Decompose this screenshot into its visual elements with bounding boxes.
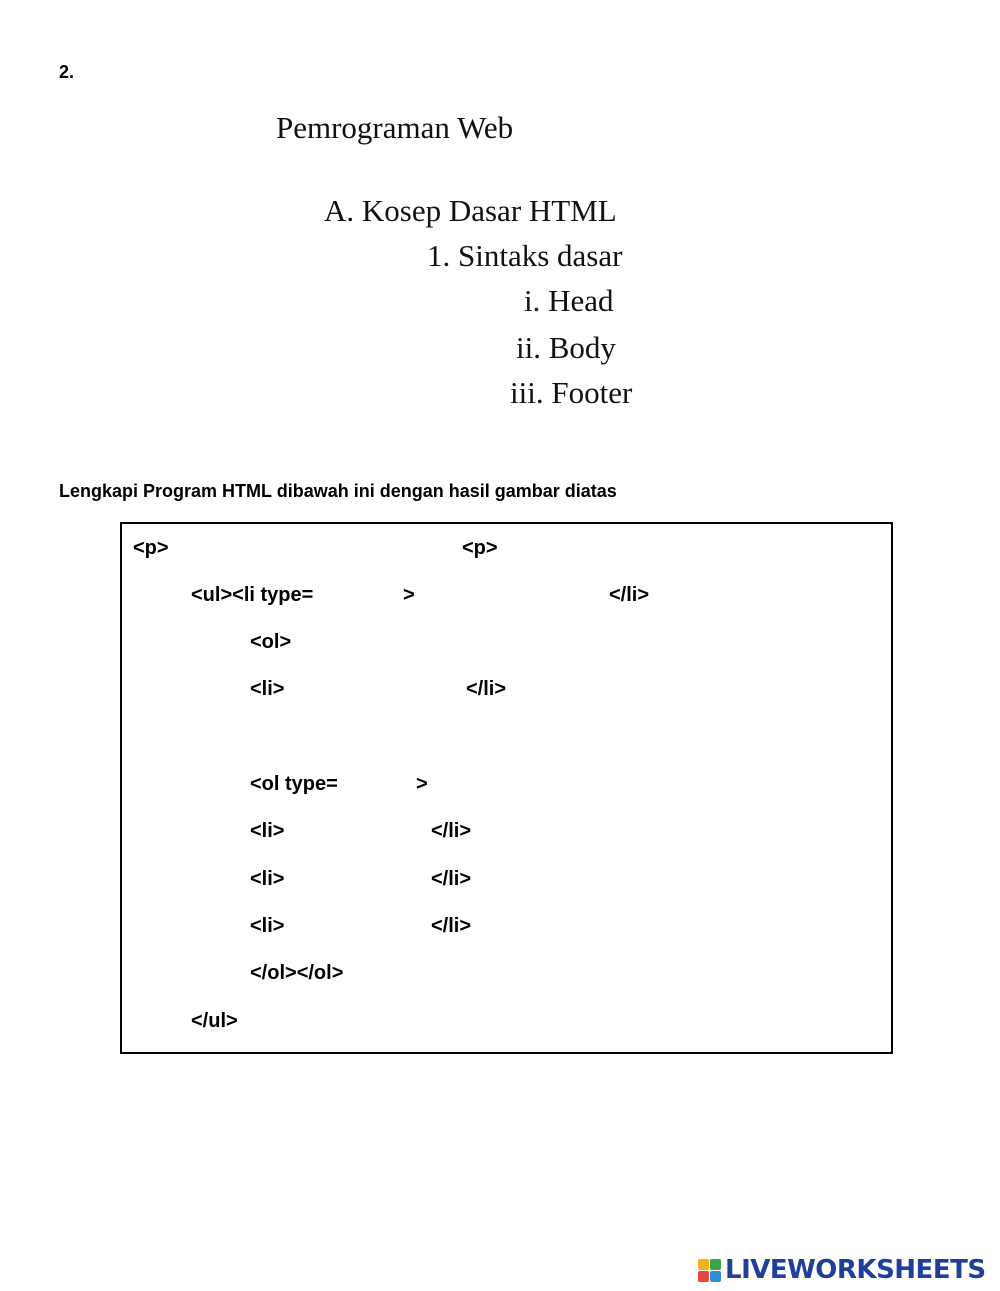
figure-list-item-iii: iii. Footer (510, 375, 633, 410)
code-li-open: <li> (250, 915, 285, 937)
code-ol-type: <ol type= (250, 773, 338, 795)
code-ul-close: </ul> (191, 1010, 238, 1032)
brand-name: LIVEWORKSHEETS (725, 1255, 986, 1285)
figure-list-item-i: i. Head (524, 283, 614, 318)
code-li-close: </li> (431, 868, 472, 890)
code-p-open: <p> (133, 537, 169, 559)
answer-blank-7[interactable] (292, 863, 427, 897)
answer-blank-6[interactable] (292, 815, 427, 849)
code-li-close: </li> (431, 915, 472, 937)
logo-tiles-icon (698, 1259, 721, 1282)
code-gt: > (403, 584, 415, 606)
figure-list-item-a: A. Kosep Dasar HTML (324, 193, 617, 228)
figure-list-item-1: 1. Sintaks dasar (427, 238, 623, 273)
answer-blank-4[interactable] (292, 673, 462, 707)
instruction-text: Lengkapi Program HTML dibawah ini dengan hasil gambar diatas (59, 481, 617, 501)
question-number: 2. (59, 62, 75, 82)
code-ul-li-type: <ul><li type= (191, 584, 314, 606)
answer-blank-8[interactable] (292, 910, 427, 944)
code-li-close: </li> (431, 820, 472, 842)
code-p-open-2: <p> (462, 537, 498, 559)
answer-blank-3[interactable] (422, 579, 602, 613)
answer-blank-1[interactable] (289, 532, 559, 566)
code-li-open: <li> (250, 678, 285, 700)
code-ol-close-double: </ol></ol> (250, 962, 344, 984)
code-li-close: </li> (609, 584, 650, 606)
figure-title: Pemrograman Web (276, 110, 514, 145)
answer-blank-5[interactable] (354, 768, 414, 802)
code-li-open: <li> (250, 868, 285, 890)
code-gt: > (416, 773, 428, 795)
figure-list-item-ii: ii. Body (516, 330, 616, 365)
code-li-close: </li> (466, 678, 507, 700)
answer-blank-2[interactable] (334, 579, 402, 613)
code-answer-box (120, 522, 893, 1054)
liveworksheets-logo (698, 1254, 986, 1286)
code-ol-open: <ol> (250, 631, 292, 653)
code-li-open: <li> (250, 820, 285, 842)
